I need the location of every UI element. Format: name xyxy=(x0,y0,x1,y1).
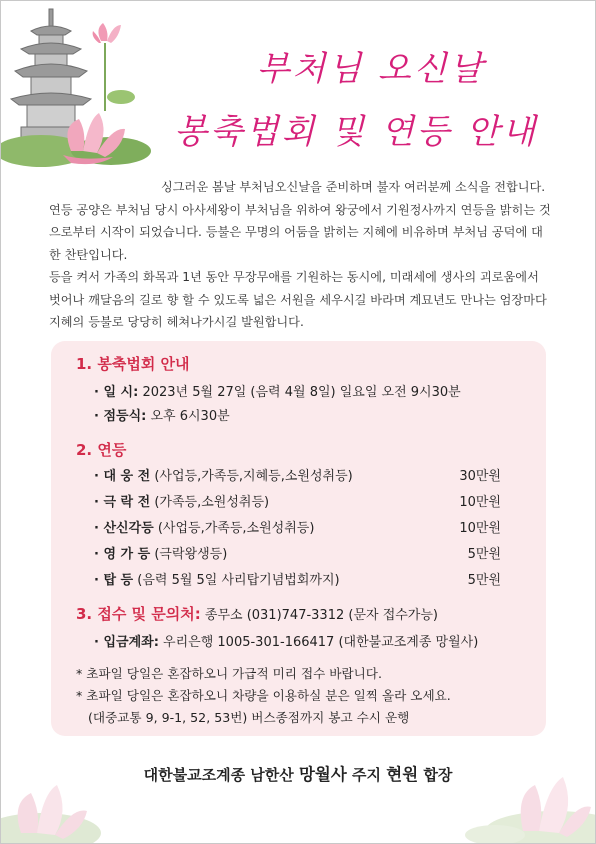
note-2: * 초파일 당일은 혼잡하오니 차량을 이용하실 분은 일찍 올라 오세요. xyxy=(76,688,451,703)
lighting-row xyxy=(94,405,230,424)
footer-suffix: 합장 xyxy=(423,766,453,784)
lighting-label: · 점등식: xyxy=(94,409,147,424)
lantern-item xyxy=(94,517,314,536)
lantern-name: · 산신각등 xyxy=(94,521,154,536)
account-row xyxy=(94,631,478,650)
note-1: * 초파일 당일은 혼잡하오니 가급적 미리 접수 바랍니다. xyxy=(76,666,382,681)
lantern-desc: (사업등,가족등,소원성취등) xyxy=(157,521,315,536)
lighting-value: 오후 6시30분 xyxy=(150,409,230,424)
pagoda-illustration xyxy=(1,1,181,181)
contact-row xyxy=(76,603,438,624)
lantern-desc: (사업등,가족등,지혜등,소원성취등) xyxy=(154,469,353,484)
lantern-name: · 탑 등 xyxy=(94,573,134,588)
lantern-desc: (가족등,소원성취등) xyxy=(154,495,270,510)
intro-text xyxy=(49,176,554,334)
lantern-name: · 영 가 등 xyxy=(94,547,151,562)
lantern-name: · 극 락 전 xyxy=(94,495,151,510)
lantern-price: 10만원 xyxy=(459,521,501,536)
intro-paragraph-2: 등을 켜서 가족의 화목과 1년 동안 무장무애를 기원하는 동시에, 미래세에 생사의 괴로움에서 벗어나 깨달음의 길로 향 할 수 있도록 넓은 서원을 세우시길 바라며 계묘년도 만나는 엄장마다 지혜의 등불로 당당히 헤쳐나가시길 발원합니다. xyxy=(49,270,547,329)
section3-heading: 3. 접수 및 문의처: xyxy=(76,605,201,623)
lantern-desc: (극락왕생등) xyxy=(154,547,228,562)
footer-role: 주지 xyxy=(352,766,382,784)
title-line1: 부처님 오신날 xyxy=(256,49,486,89)
contact-value: 종무소 (031)747-3312 (문자 접수가능) xyxy=(204,608,438,623)
footer-signature xyxy=(1,761,595,785)
lantern-item xyxy=(94,569,340,588)
lantern-price: 5만원 xyxy=(467,573,501,588)
lantern-item xyxy=(94,465,353,484)
lantern-price: 10만원 xyxy=(459,495,501,510)
lotus-flower-icon xyxy=(1,733,151,843)
date-row xyxy=(94,381,461,400)
footer-org: 대한불교조계종 남한산 xyxy=(143,766,294,784)
date-label: · 일 시: xyxy=(94,385,139,400)
date-value: 2023년 5월 27일 (음력 4월 8일) 일요일 오전 9시30분 xyxy=(142,385,461,400)
lantern-item xyxy=(94,491,269,510)
lantern-name: · 대 웅 전 xyxy=(94,469,151,484)
lantern-price: 5만원 xyxy=(467,547,501,562)
intro-paragraph-1: 싱그러운 봄날 부처님오신날을 준비하며 불자 여러분께 소식을 전합니다. 연등 공양은 부처님 당시 아사세왕이 부처님을 위하여 왕궁에서 기원정사까지 연등을 밝히는 것으로부터 시작이 되었습니다. 등불은 무명의 어둠을 밝히는 지혜에 비유하며 부처님 공덕에 대한 찬탄입니다. xyxy=(49,180,551,262)
note-3: (대중교통 9, 9-1, 52, 53번) 버스종점까지 봉고 수시 운행 xyxy=(88,710,410,725)
section2-heading: 2. 연등 xyxy=(76,441,127,459)
lantern-desc: (음력 5월 5일 사리탑기념법회까지) xyxy=(137,573,340,588)
lantern-item xyxy=(94,543,227,562)
footer-temple: 망월사 xyxy=(298,765,347,784)
section1-heading: 1. 봉축법회 안내 xyxy=(76,355,190,373)
title-line2: 봉축법회 및 연등 안내 xyxy=(173,112,539,152)
lantern-price: 30만원 xyxy=(459,469,501,484)
account-label: · 입금계좌: xyxy=(94,635,159,650)
account-value: 우리은행 1005-301-166417 (대한불교조계종 망월사) xyxy=(163,635,479,650)
footer-name: 현원 xyxy=(386,765,419,784)
